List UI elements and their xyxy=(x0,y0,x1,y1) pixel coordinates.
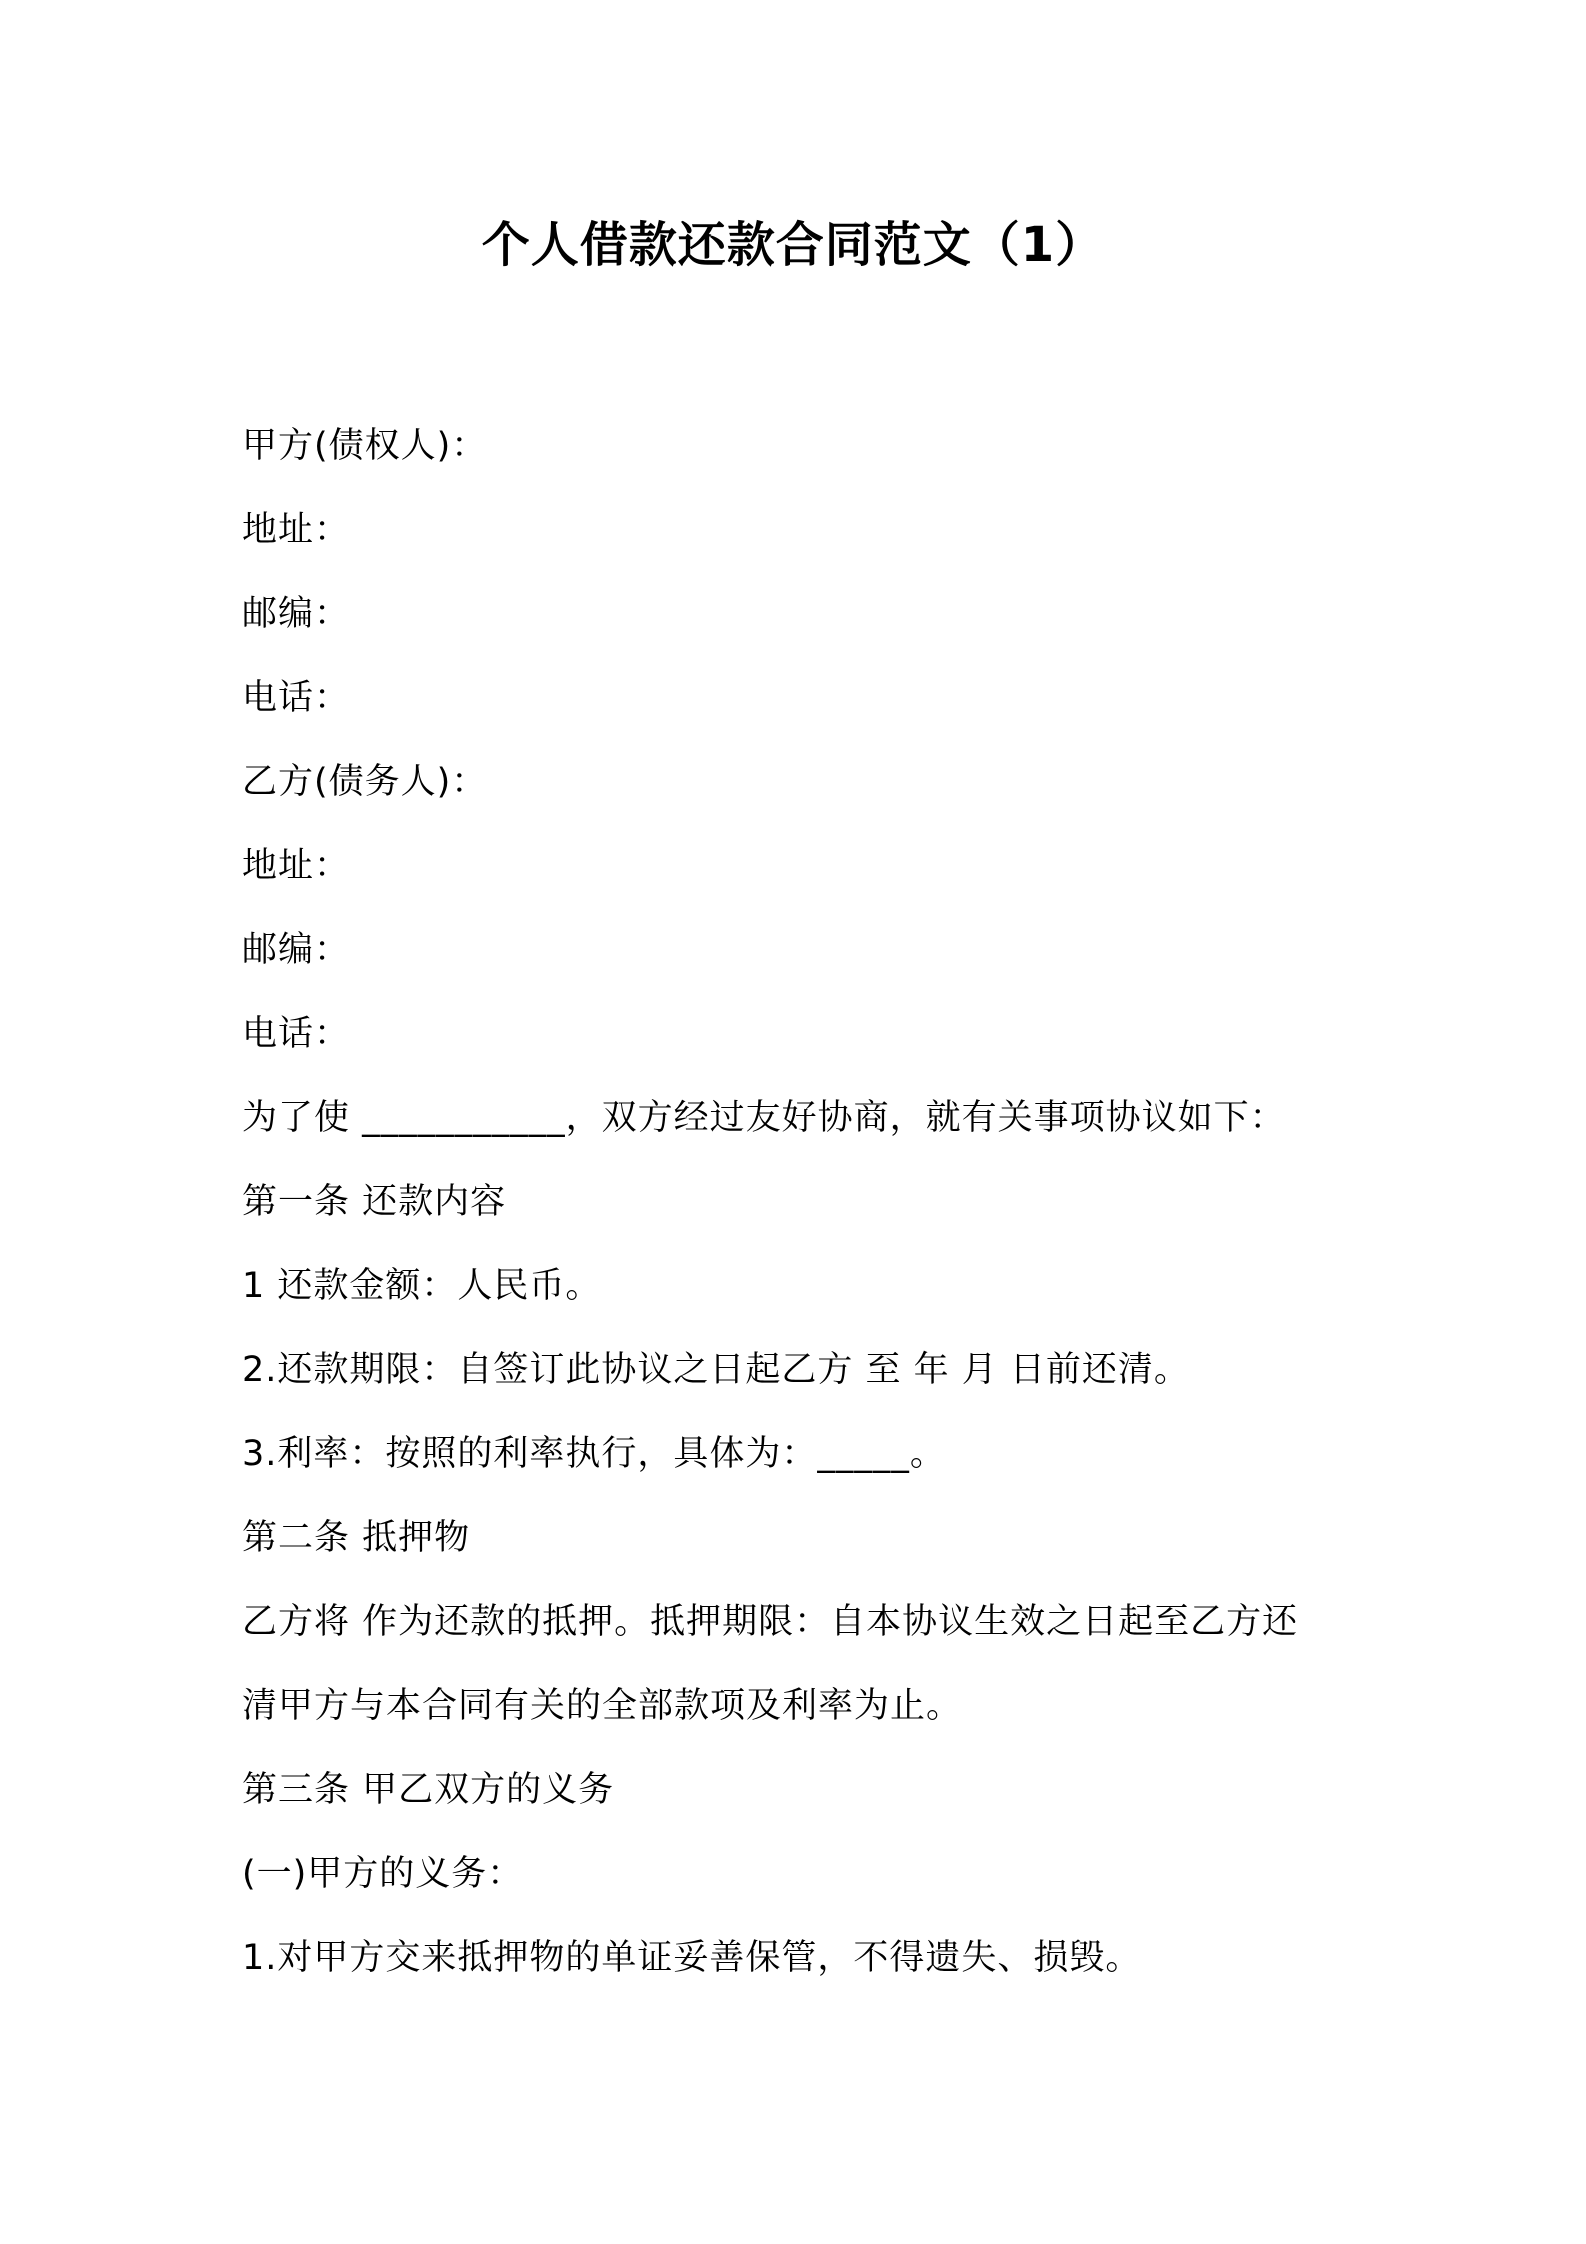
document-title: 个人借款还款合同范文（1） xyxy=(481,217,1105,273)
article-2-paragraph-line-2: 清甲方与本合同有关的全部款项及利率为止。 xyxy=(242,1686,963,1726)
article-1-item-1: 1 还款金额：人民币。 xyxy=(242,1266,602,1306)
party-a-label: 甲方(债权人)： xyxy=(242,426,488,466)
article-1-heading: 第一条 还款内容 xyxy=(242,1182,507,1222)
party-b-label: 乙方(债务人)： xyxy=(242,762,488,802)
party-b-postcode-label: 邮编： xyxy=(242,930,351,970)
article-3-subsection-a: (一)甲方的义务： xyxy=(242,1854,524,1894)
preamble-paragraph: 为了使 ___________，双方经过友好协商，就有关事项协议如下： xyxy=(242,1098,1286,1138)
party-a-address-label: 地址： xyxy=(242,510,351,550)
article-3-heading: 第三条 甲乙双方的义务 xyxy=(242,1770,615,1810)
article-2-heading: 第二条 抵押物 xyxy=(242,1518,471,1558)
article-1-item-2: 2.还款期限：自签订此协议之日起乙方 至 年 月 日前还清。 xyxy=(242,1350,1190,1390)
document-body xyxy=(242,404,1382,2000)
article-1-item-3: 3.利率：按照的利率执行，具体为：_____。 xyxy=(242,1434,946,1474)
party-b-address-label: 地址： xyxy=(242,846,351,886)
party-b-phone-label: 电话： xyxy=(242,1014,351,1054)
party-a-postcode-label: 邮编： xyxy=(242,594,351,634)
article-2-paragraph-line-1: 乙方将 作为还款的抵押。抵押期限：自本协议生效之日起至乙方还 xyxy=(242,1602,1299,1642)
party-a-phone-label: 电话： xyxy=(242,678,351,718)
article-3-item-1: 1.对甲方交来抵押物的单证妥善保管，不得遗失、损毁。 xyxy=(242,1938,1142,1978)
